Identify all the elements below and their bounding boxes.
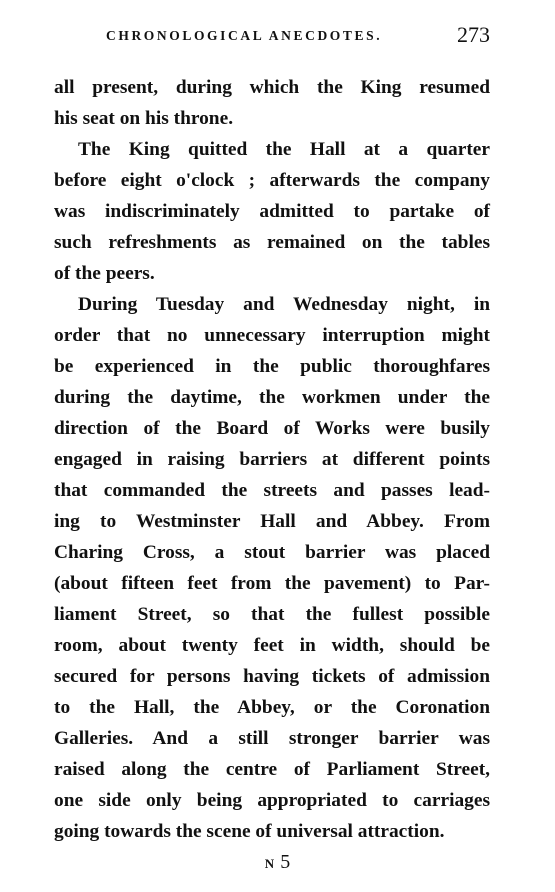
text-line: to the Hall, the Abbey, or the Coronation — [54, 697, 490, 718]
page-number: 273 — [457, 22, 490, 47]
text-line: before eight o'clock ; afterwards the company — [54, 170, 490, 191]
signature-mark — [0, 850, 555, 876]
text-line: of the peers. — [54, 263, 155, 284]
text-line: direction of the Board of Works were busily — [54, 418, 490, 439]
signature-letter: N — [264, 856, 276, 871]
text-line: room, about twenty feet in width, should be — [54, 635, 490, 656]
text-line: Galleries. And a still stronger barrier was — [54, 728, 490, 749]
text-line: Charing Cross, a stout barrier was placed — [54, 542, 490, 563]
text-line: during the daytime, the workmen under the — [54, 387, 490, 408]
signature-number: 5 — [280, 851, 291, 873]
body-text — [54, 72, 490, 847]
text-line: ing to Westminster Hall and Abbey. From — [54, 511, 490, 532]
text-line: order that no unnecessary interruption might — [54, 325, 490, 346]
text-line: liament Street, so that the fullest possible — [54, 604, 490, 625]
text-line: The King quitted the Hall at a quarter — [78, 139, 490, 160]
text-line: secured for persons having tickets of admission — [54, 666, 490, 687]
text-line: one side only being appropriated to carriages — [54, 790, 490, 811]
text-line: (about fifteen feet from the pavement) to Par- — [54, 573, 490, 594]
text-line: his seat on his throne. — [54, 108, 234, 129]
text-line: that commanded the streets and passes lead- — [54, 480, 490, 501]
text-line: such refreshments as remained on the tables — [54, 232, 490, 253]
running-title: CHRONOLOGICAL ANECDOTES. — [106, 28, 383, 43]
text-line: raised along the centre of Parliament Street, — [54, 759, 490, 780]
running-head — [58, 22, 490, 52]
text-line: During Tuesday and Wednesday night, in — [78, 294, 490, 315]
text-line: be experienced in the public thoroughfares — [54, 356, 490, 377]
text-line: was indiscriminately admitted to partake of — [54, 201, 490, 222]
text-line: engaged in raising barriers at different points — [54, 449, 490, 470]
text-line: all present, during which the King resumed — [54, 77, 490, 98]
text-line: going towards the scene of universal attraction. — [54, 821, 445, 842]
